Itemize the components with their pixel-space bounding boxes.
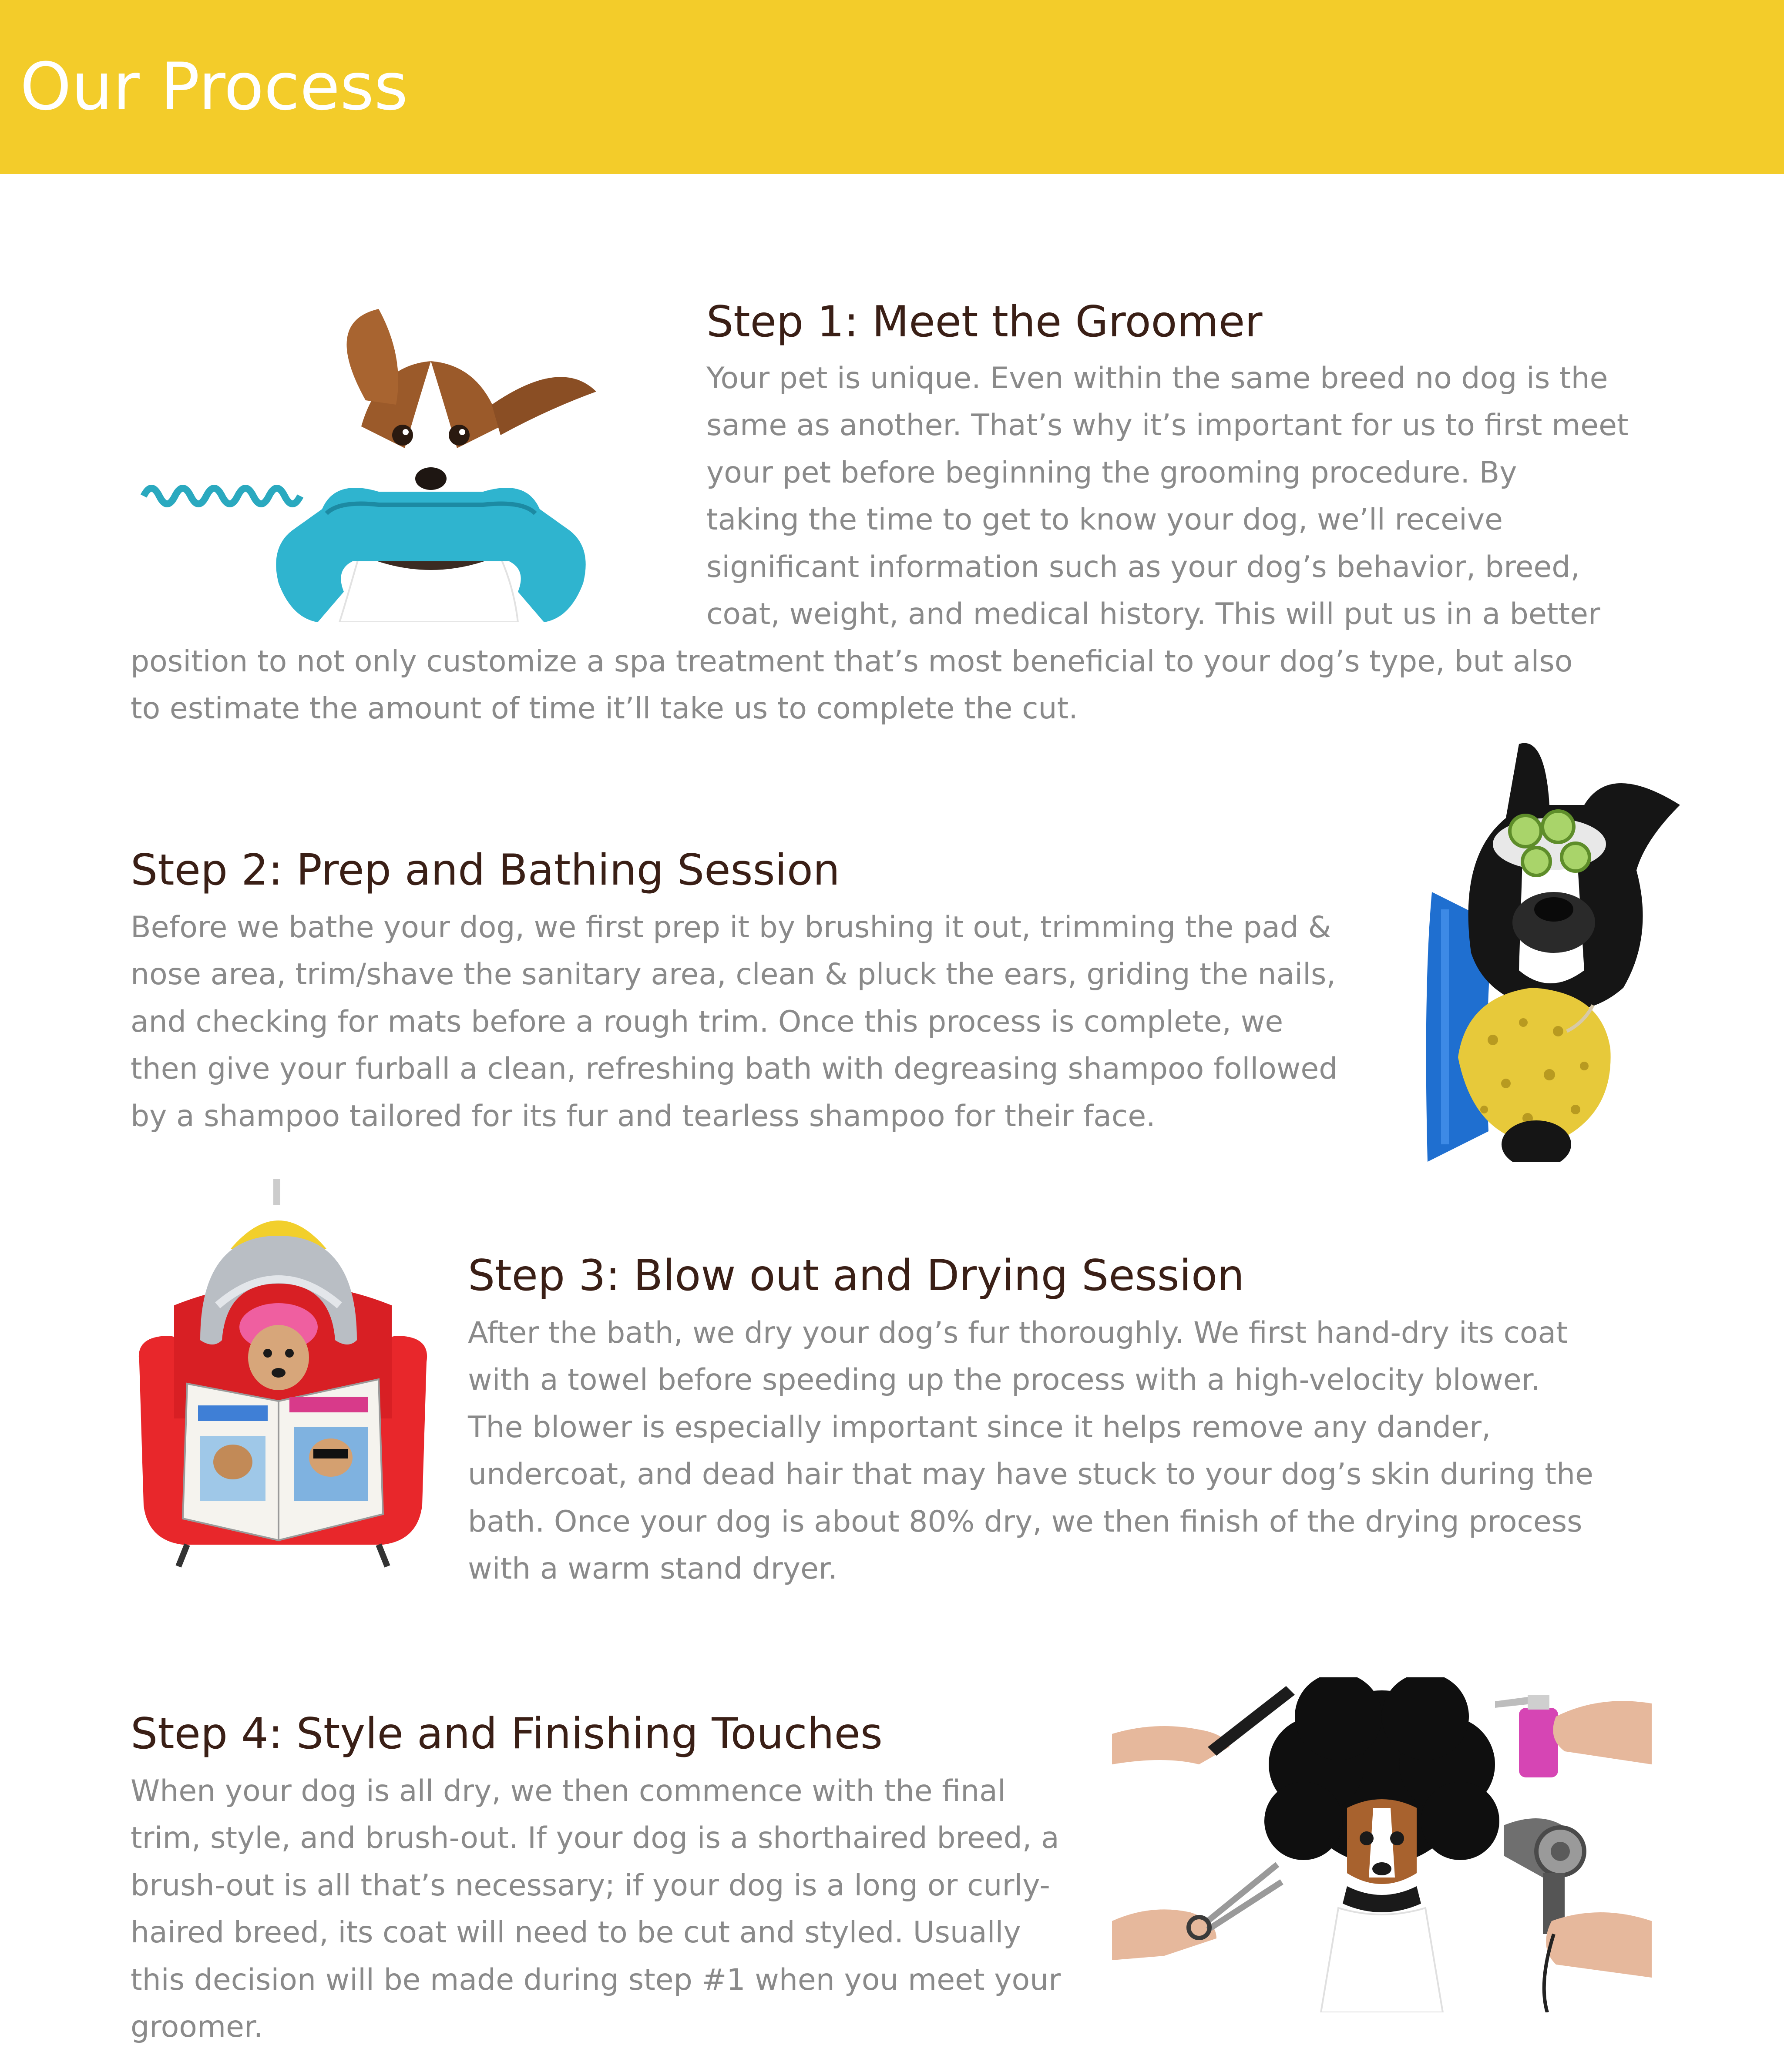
step-1-line: significant information such as your dog’s behavior, breed, <box>706 550 1580 584</box>
step-3-title: Step 3: Blow out and Drying Session <box>468 1251 1245 1301</box>
step-2-line: by a shampoo tailored for its fur and tearless shampoo for their face. <box>131 1099 1156 1133</box>
step-4-line: When your dog is all dry, we then commence with the final <box>131 1774 1006 1808</box>
step-1-line: position to not only customize a spa treatment that’s most beneficial to your dog’s type, but also <box>131 644 1573 679</box>
step-2-line: Before we bathe your dog, we first prep it by brushing it out, trimming the pad & <box>131 910 1331 945</box>
step-3-line: with a towel before speeding up the process with a high-velocity blower. <box>468 1363 1541 1397</box>
step-2-title: Step 2: Prep and Bathing Session <box>131 845 840 895</box>
step-3-line: with a warm stand dryer. <box>468 1552 838 1586</box>
dog-under-hood-dryer-icon <box>122 1175 444 1575</box>
step-2-line: then give your furball a clean, refreshing bath with degreasing shampoo followed <box>131 1052 1338 1086</box>
step-3-line: After the bath, we dry your dog’s fur thoroughly. We first hand-dry its coat <box>468 1316 1568 1350</box>
step-3-line: bath. Once your dog is about 80% dry, we then finish of the drying process <box>468 1505 1582 1539</box>
step-1-line: your pet before beginning the grooming procedure. By <box>706 456 1517 490</box>
step-4-line: brush-out is all that’s necessary; if your dog is a long or curly- <box>131 1868 1050 1903</box>
step-3-line: undercoat, and dead hair that may have stuck to your dog’s skin during the <box>468 1457 1593 1492</box>
dog-with-towel-and-sponge-icon <box>1419 727 1680 1162</box>
step-4-line: haired breed, its coat will need to be cut and styled. Usually <box>131 1915 1021 1950</box>
step-3-line: The blower is especially important since it helps remove any dander, <box>468 1410 1491 1445</box>
step-4-title: Step 4: Style and Finishing Touches <box>131 1709 883 1759</box>
step-1-line: Your pet is unique. Even within the same breed no dog is the <box>706 361 1608 396</box>
page-title: Our Process <box>20 49 408 125</box>
page-header <box>0 0 1784 174</box>
step-2-line: and checking for mats before a rough trim. Once this process is complete, we <box>131 1005 1283 1039</box>
step-2-line: nose area, trim/shave the sanitary area, clean & pluck the ears, griding the nails, <box>131 957 1336 992</box>
step-1-line: taking the time to get to know your dog, we’ll receive <box>706 503 1503 537</box>
dog-with-afro-and-grooming-tools-icon <box>1112 1677 1652 2012</box>
step-1-line: to estimate the amount of time it’ll take us to complete the cut. <box>131 691 1078 726</box>
step-1-title: Step 1: Meet the Groomer <box>706 297 1263 347</box>
step-4-line: trim, style, and brush-out. If your dog is a shorthaired breed, a <box>131 1821 1059 1855</box>
step-4-line: groomer. <box>131 2010 263 2044</box>
step-1-line: same as another. That’s why it’s important for us to first meet <box>706 408 1629 443</box>
step-1-line: coat, weight, and medical history. This will put us in a better <box>706 597 1600 631</box>
step-4-line: this decision will be made during step #1 when you meet your <box>131 1963 1061 1997</box>
dog-with-telephone-icon <box>135 305 648 622</box>
